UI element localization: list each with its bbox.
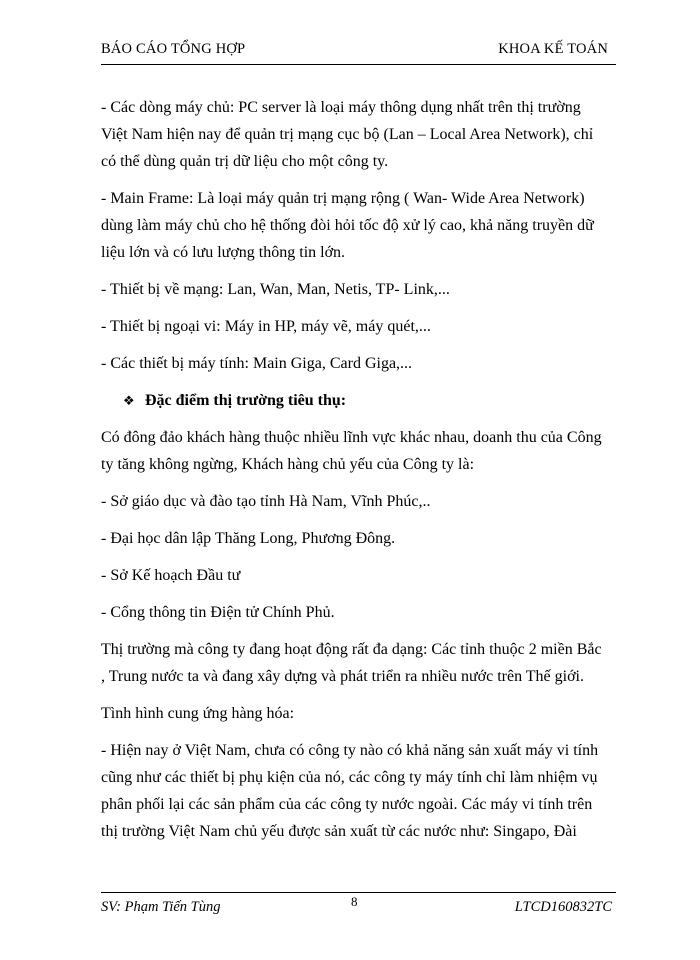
text-line: - Cổng thông tin Điện tử Chính Phủ. [101,604,335,621]
diamond-bullet-icon: ❖ [123,393,135,408]
text-line: thị trường Việt Nam chủ yếu được sản xuất từ các nước như: Singapo, Đài [101,823,577,840]
text-line: liệu lớn và có lưu lượng thông tin lớn. [101,244,346,261]
text-line: Việt Nam hiện nay để quản trị mạng cục bộ (Lan – Local Area Network), chỉ [101,126,594,143]
text-line: - Hiện nay ở Việt Nam, chưa có công ty nào có khả năng sản xuất máy vi tính [101,742,599,759]
text-line: - Các thiết bị máy tính: Main Giga, Card Giga,... [101,355,413,372]
text-line: - Main Frame: Là loại máy quản trị mạng rộng ( Wan- Wide Area Network) [101,190,585,207]
paragraph-computer-parts [101,350,621,377]
paragraph-supply-title [101,700,621,727]
section-heading-text: Đặc điểm thị trường tiêu thụ: [145,392,347,409]
text-line: - Đại học dân lập Thăng Long, Phương Đông. [101,530,396,547]
text-line: - Các dòng máy chủ: PC server là loại máy thông dụng nhất trên thị trường [101,99,581,116]
page-number: 8 [351,894,358,909]
paragraph-customer-item [101,599,621,626]
page-footer [101,892,616,923]
paragraph-customer-item [101,525,621,552]
paragraph-supply [101,737,621,845]
paragraph-peripherals [101,313,621,340]
text-line: - Thiết bị ngoại vi: Máy in HP, máy vẽ, máy quét,... [101,318,431,335]
text-line: - Sở Kế hoạch Đầu tư [101,567,241,584]
footer-student-name: SV: Phạm Tiến Tùng [101,899,221,915]
paragraph-market [101,636,621,690]
text-line: phân phối lại các sản phẩm của các công ty nước ngoài. Các máy vi tính trên [101,796,593,813]
text-line: có thể dùng quản trị dữ liệu cho một công ty. [101,153,389,170]
paragraph-server [101,94,621,175]
paragraph-customer-item [101,488,621,515]
paragraph-network-devices [101,276,621,303]
text-line: - Thiết bị về mạng: Lan, Wan, Man, Netis, TP- Link,... [101,281,450,298]
page-header [101,40,616,65]
document-body [101,94,621,855]
section-heading [123,387,621,414]
paragraph-mainframe [101,185,621,266]
header-report-title: BÁO CÁO TỔNG HỢP [101,41,246,57]
footer-student-code: LTCD160832TC [514,899,612,915]
paragraph-customers-intro [101,424,621,478]
text-line: Thị trường mà công ty đang hoạt động rất đa dạng: Các tỉnh thuộc 2 miền Bắc [101,641,602,658]
paragraph-customer-item [101,562,621,589]
header-department: KHOA KẾ TOÁN [498,41,608,57]
text-line: ty tăng không ngừng, Khách hàng chủ yếu của Công ty là: [101,456,475,473]
text-line: , Trung nước ta và đang xây dựng và phát triển ra nhiều nước trên Thế giới. [101,668,584,685]
text-line: - Sở giáo dục và đào tạo tỉnh Hà Nam, Vĩnh Phúc,.. [101,493,431,510]
text-line: dùng làm máy chủ cho hệ thống đòi hỏi tốc độ xử lý cao, khả năng truyền dữ [101,217,594,234]
text-line: cũng như các thiết bị phụ kiện của nó, các công ty máy tính chỉ làm nhiệm vụ [101,769,598,786]
text-line: Tình hình cung ứng hàng hóa: [101,705,295,722]
text-line: Có đông đảo khách hàng thuộc nhiều lĩnh vực khác nhau, doanh thu của Công [101,429,602,446]
